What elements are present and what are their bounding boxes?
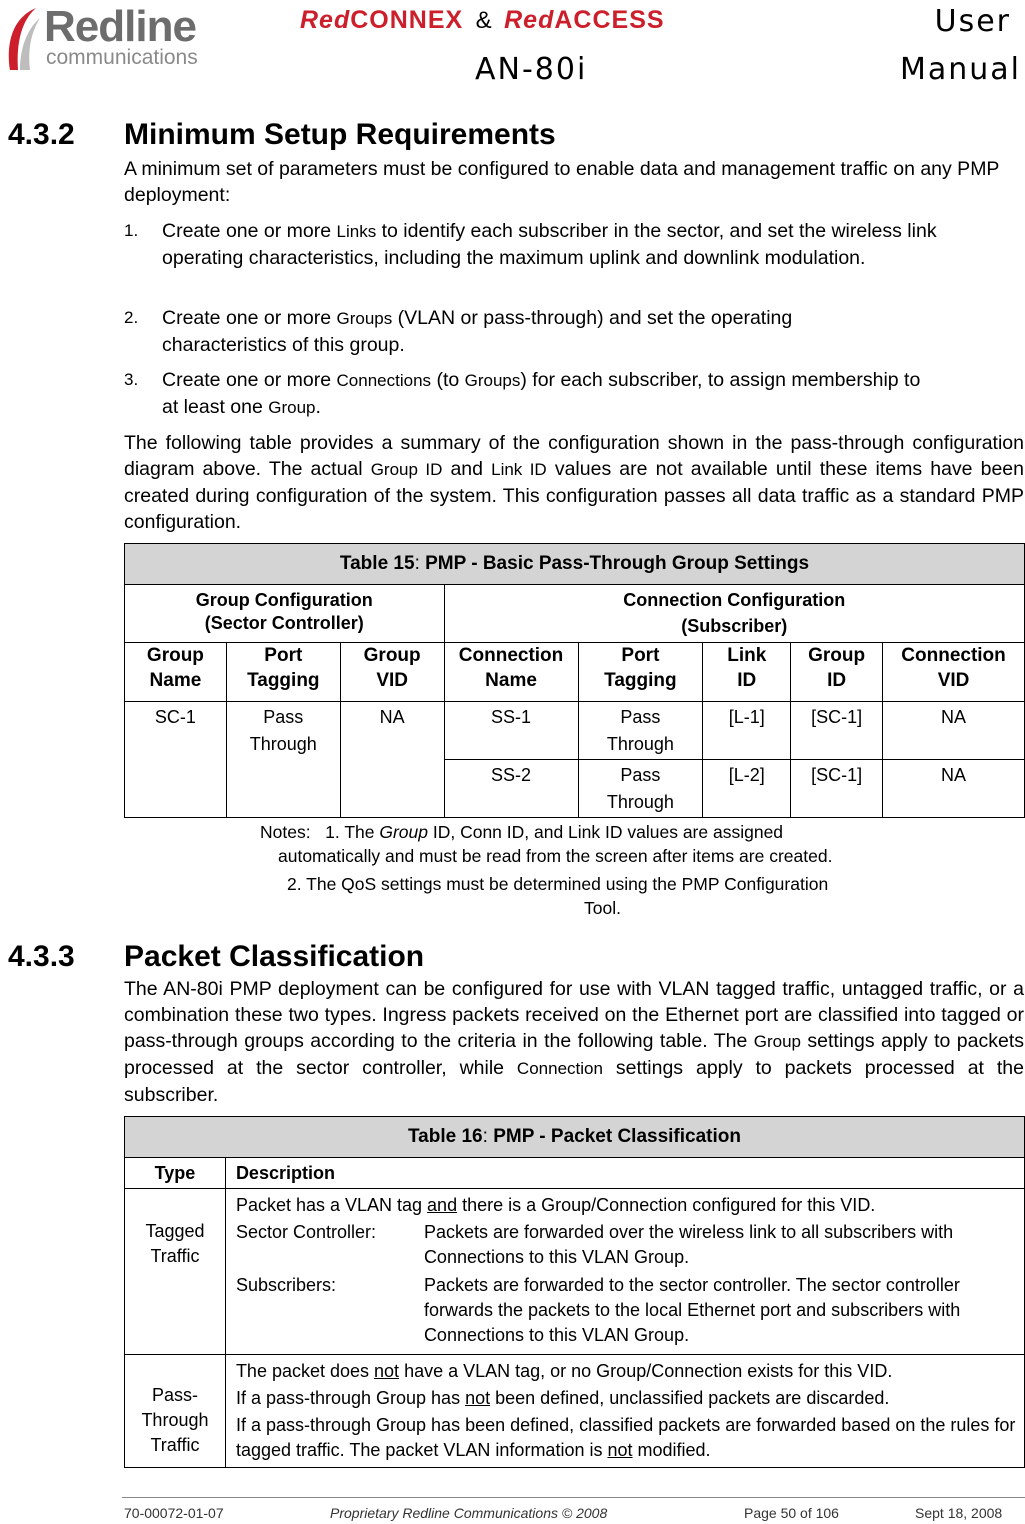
cell-connection-vid: NA	[883, 702, 1025, 760]
product-ampersand: &	[475, 7, 492, 34]
item-text: to identify each subscriber in the sector, and set the wireless link operating characteristics, including the maximum uplink and downlink modulation.	[162, 220, 937, 269]
col-line: VID	[937, 670, 970, 691]
item-text: Create one or more	[162, 369, 337, 391]
caption-label: Table 15	[339, 553, 415, 574]
item-text: .	[315, 396, 321, 418]
product-prefix-1: Red	[300, 6, 351, 34]
cell-group-name: SC-1	[125, 702, 227, 818]
item-text: Create one or more	[162, 307, 337, 329]
tagged-sector-controller	[236, 1220, 1016, 1270]
term-links: Links	[336, 222, 377, 241]
cell-group-id: [SC-1]	[791, 760, 883, 818]
table-15-note-1-cont: automatically and must be read from the screen after items are created.	[278, 846, 833, 866]
caption-label: Table 16	[407, 1126, 483, 1147]
cell-conn-port-tagging	[578, 702, 703, 760]
cell-connection-vid: NA	[883, 760, 1025, 818]
section1-intro: A minimum set of parameters must be configured to enable data and management traffic on any PMP deployment:	[124, 158, 1000, 206]
desc-pass-through-traffic	[225, 1355, 1024, 1468]
cell-line: Pass	[263, 707, 304, 727]
table-16	[124, 1116, 1025, 1468]
cell-link-id: [L-2]	[703, 760, 791, 818]
col-line: Name	[485, 670, 537, 691]
cell-connection-name: SS-1	[444, 702, 578, 760]
caption-sep: :	[482, 1126, 494, 1147]
table-row-tagged	[125, 1189, 1025, 1355]
item-text: (VLAN or pass-through) and set the operating characteristics of this group.	[162, 307, 793, 356]
product-brands	[300, 6, 665, 35]
table-row	[125, 702, 1025, 760]
section2-paragraph	[124, 976, 1024, 1108]
footer-doc-number: 70-00072-01-07	[124, 1505, 224, 1521]
term-groups: Groups	[464, 371, 521, 390]
section-number-433: 4.3.3	[8, 940, 75, 973]
product-name-2: ACCESS	[554, 6, 665, 34]
group-config-header	[125, 585, 445, 643]
desc-text: Packet has a VLAN tag	[235, 1195, 428, 1215]
caption-title: PMP - Basic Pass-Through Group Settings	[425, 553, 810, 574]
desc-label: Subscribers:	[235, 1275, 336, 1295]
footer-copyright: Proprietary Redline Communications © 2008	[330, 1505, 608, 1521]
caption-sep: :	[414, 553, 426, 574]
desc-text: If a pass-through Group has been defined, classified packets are forwarded based on the rules for tagged traffic. The packet VLAN information is	[235, 1415, 1016, 1460]
logo-wordmark: Redline	[44, 2, 196, 51]
cell-line: Pass	[620, 707, 661, 727]
desc-underline: not	[374, 1361, 400, 1381]
desc-text: If a pass-through Group has	[235, 1388, 466, 1408]
desc-text: The packet does	[235, 1361, 375, 1381]
col-line: Port	[264, 645, 303, 666]
table-15	[124, 543, 1025, 818]
caption-title: PMP - Packet Classification	[493, 1126, 741, 1147]
term-link-id: Link ID	[491, 460, 547, 479]
col-line: Port	[621, 645, 660, 666]
table-16-caption	[125, 1117, 1025, 1158]
header-model: AN-80i	[475, 52, 588, 87]
summary-text: and	[442, 458, 492, 480]
col-line: VID	[376, 670, 408, 691]
cell-line: Through	[606, 734, 674, 754]
col-line: Group	[808, 645, 866, 666]
note-text: ID, Conn ID, and Link ID values are assigned	[427, 822, 784, 842]
col-line: Tagging	[247, 670, 320, 691]
desc-text: Packets are forwarded to the sector controller. The sector controller forwards the packets to the local Ethernet port and subscribers with Connections to this VLAN Group.	[423, 1275, 961, 1345]
desc-text: have a VLAN tag, or no Group/Connection exists for this VID.	[399, 1361, 893, 1381]
logo-subtitle: communications	[46, 46, 198, 69]
desc-label: Sector Controller:	[235, 1222, 376, 1242]
col-line: Tagging	[604, 670, 677, 691]
product-prefix-2: Red	[504, 6, 555, 34]
header-line: Connection Configuration	[623, 590, 846, 610]
cell-conn-port-tagging	[578, 760, 703, 818]
term-connection: Connection	[516, 1059, 603, 1078]
desc-tagged-traffic	[225, 1189, 1024, 1355]
desc-underline: not	[607, 1440, 633, 1460]
term-groups: Groups	[336, 309, 393, 328]
pass-undefined-rule	[236, 1386, 1016, 1411]
section-title-432: Minimum Setup Requirements	[124, 118, 556, 151]
cell-link-id: [L-1]	[703, 702, 791, 760]
para-text: settings apply to packets processed at the sector controller, while	[124, 1030, 1024, 1079]
term-connections: Connections	[336, 371, 432, 390]
col-header-link-id	[703, 643, 791, 702]
col-line: Link	[727, 645, 767, 666]
pass-condition	[236, 1359, 1016, 1384]
footer-page-number: Page 50 of 106	[744, 1505, 839, 1521]
cell-line: Through	[606, 792, 674, 812]
col-header-port-tagging-2	[578, 643, 703, 702]
summary-text: The following table provides a summary of the configuration shown in the pass-through configuration diagram above. The actual	[124, 432, 1024, 480]
type-line: Traffic	[150, 1246, 200, 1266]
desc-underline: not	[465, 1388, 491, 1408]
table-15-note-2-cont: Tool.	[584, 898, 621, 918]
footer-divider	[122, 1497, 1025, 1498]
col-header-description: Description	[225, 1158, 1024, 1189]
col-header-group-name	[125, 643, 227, 702]
col-header-port-tagging	[226, 643, 340, 702]
pass-defined-rule	[236, 1413, 1016, 1463]
item-number: 2.	[124, 308, 139, 327]
cell-group-vid: NA	[340, 702, 444, 818]
col-line: ID	[737, 670, 757, 691]
item-text: Create one or more	[162, 220, 337, 242]
type-tagged-traffic	[125, 1189, 226, 1355]
header-doc-title-1: User	[934, 4, 1011, 39]
header-line: (Sector Controller)	[204, 613, 364, 633]
col-header-type: Type	[125, 1158, 226, 1189]
desc-text: been defined, unclassified packets are discarded.	[490, 1388, 890, 1408]
col-line: Group	[146, 645, 204, 666]
table-15-note-2: 2. The QoS settings must be determined using the PMP Configuration	[287, 874, 829, 894]
section-title-433: Packet Classification	[124, 940, 425, 973]
para-text: The AN-80i PMP deployment can be configured for use with VLAN tagged traffic, untagged traffic, or a combination these two types. Ingress packets received on the Ethernet port are classified into tagged or pass-through groups according to the criteria in the following table. The	[124, 978, 1024, 1052]
cell-line: Through	[249, 734, 317, 754]
note-term-group: Group	[379, 822, 428, 842]
col-line: ID	[827, 670, 847, 691]
redline-swoosh-icon	[2, 4, 42, 74]
col-line: Group	[363, 645, 421, 666]
type-pass-through-traffic	[125, 1355, 226, 1468]
header-line: (Subscriber)	[681, 616, 788, 636]
type-line: Tagged	[145, 1221, 205, 1241]
col-header-group-id	[791, 643, 883, 702]
col-header-connection-vid	[883, 643, 1025, 702]
summary-text: values are not available until these items have been created during configuration of the system. This configuration passes all data traffic as a standard PMP configuration.	[124, 458, 1024, 533]
table-row-pass-through	[125, 1355, 1025, 1468]
cell-group-id: [SC-1]	[791, 702, 883, 760]
cell-group-port-tagging	[226, 702, 340, 818]
item-number: 3.	[124, 370, 139, 389]
item-text: (to	[431, 369, 465, 391]
header-doc-title-2: Manual	[899, 52, 1021, 87]
col-line: Connection	[901, 645, 1006, 666]
cell-connection-name: SS-2	[444, 760, 578, 818]
desc-text: modified.	[632, 1440, 711, 1460]
table-15-caption	[125, 544, 1025, 585]
col-line: Connection	[458, 645, 564, 666]
section-number-432: 4.3.2	[8, 118, 75, 151]
term-group: Group	[753, 1032, 801, 1051]
cell-line: Pass	[620, 765, 661, 785]
col-line: Name	[149, 670, 202, 691]
desc-text: there is a Group/Connection configured for this VID.	[457, 1195, 876, 1215]
term-group: Group	[268, 398, 316, 417]
footer-date: Sept 18, 2008	[915, 1505, 1003, 1521]
product-name-1: CONNEX	[350, 6, 464, 34]
type-line: Traffic	[150, 1435, 200, 1455]
table-15-note-1	[260, 820, 783, 845]
col-header-group-vid	[340, 643, 444, 702]
connection-config-header	[444, 585, 1024, 643]
tagged-subscribers	[236, 1273, 1016, 1348]
section1-summary	[124, 430, 1024, 535]
col-header-connection-name	[444, 643, 578, 702]
desc-text: Packets are forwarded over the wireless link to all subscribers with Connections to this VLAN Group.	[423, 1222, 954, 1267]
note-text: 1. The	[325, 822, 380, 842]
item-number: 1.	[124, 221, 139, 240]
requirement-item-1	[124, 218, 1004, 271]
header-line: Group Configuration	[195, 590, 373, 610]
item-text: ) for each subscriber, to assign membership to at least one	[162, 369, 921, 418]
requirement-item-3	[124, 367, 1004, 421]
notes-label: Notes:	[260, 822, 311, 842]
type-line: Through	[141, 1410, 209, 1430]
para-text: settings apply to packets processed at the subscriber.	[124, 1057, 1024, 1106]
type-line: Pass-	[151, 1385, 198, 1405]
redline-logo	[0, 0, 210, 80]
tagged-condition	[236, 1193, 1016, 1218]
requirement-item-2	[124, 305, 1004, 358]
desc-underline: and	[427, 1195, 458, 1215]
term-group-id: Group ID	[370, 460, 443, 479]
